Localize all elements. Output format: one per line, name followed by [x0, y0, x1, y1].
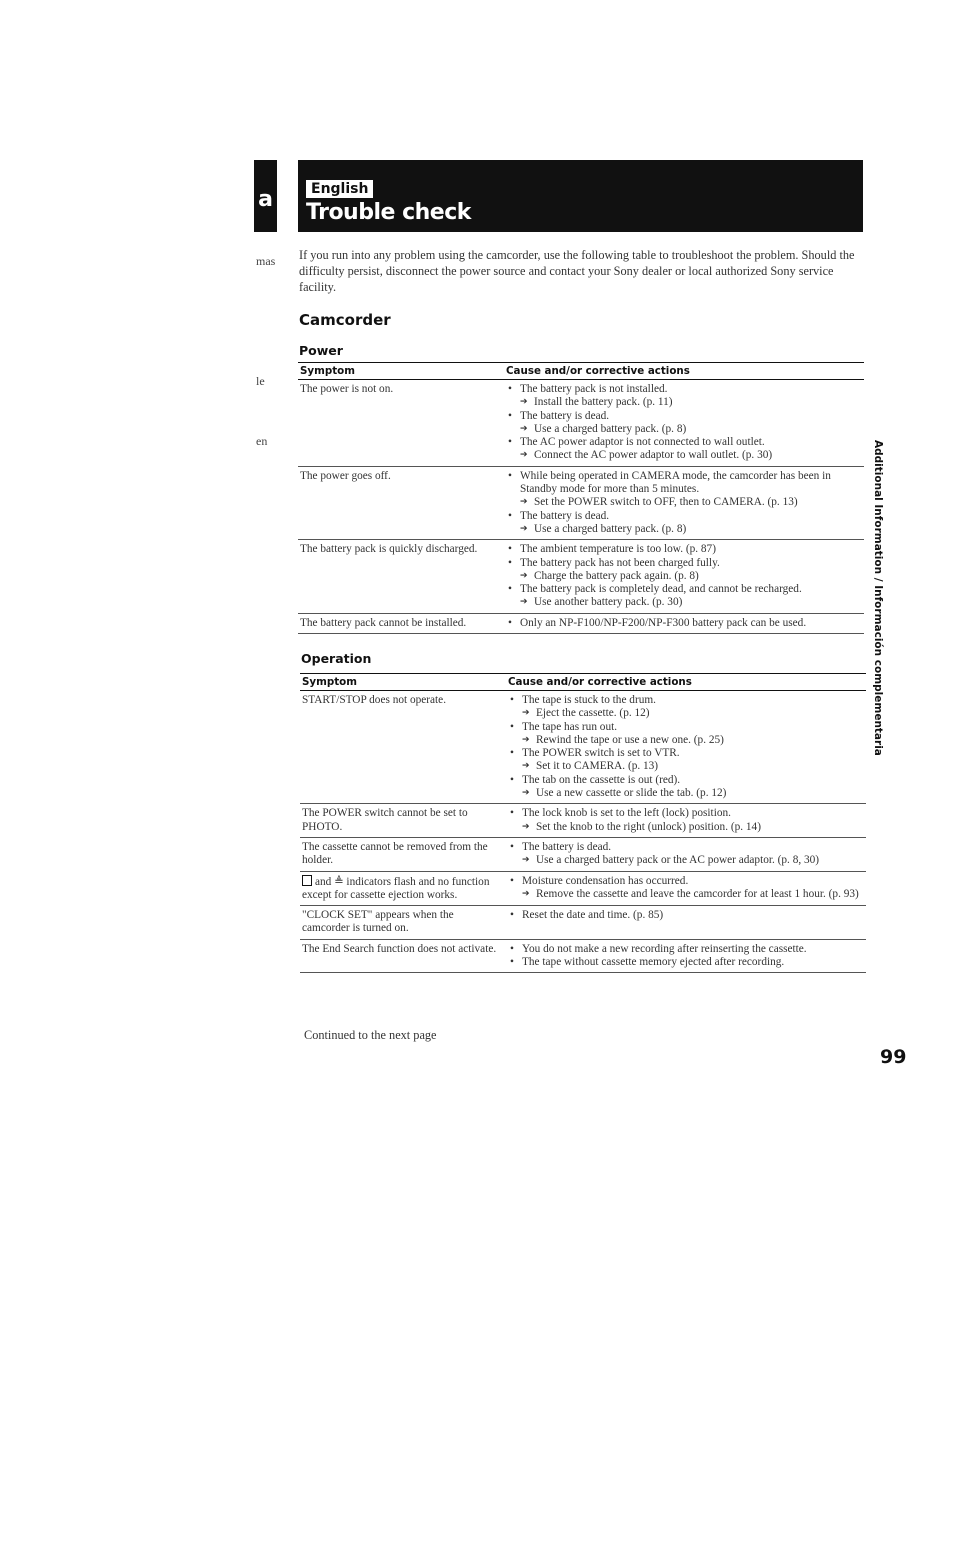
cause-list: [508, 875, 864, 902]
corrective-action-item: ➔ Rewind the tape or use a new one. (p. 25): [508, 734, 864, 747]
table-row: [300, 939, 866, 973]
cause-item: • The ambient temperature is too low. (p. 87): [506, 543, 862, 556]
cause-header: Cause and/or corrective actions: [506, 674, 866, 691]
symptom-text: The POWER switch cannot be set to PHOTO.: [302, 807, 468, 833]
symptom-cell: [300, 939, 506, 973]
symptom-text: The battery pack cannot be installed.: [300, 616, 467, 629]
page-title: Trouble check: [306, 200, 471, 225]
cause-list: [508, 909, 864, 922]
cause-cell: [506, 691, 866, 804]
cause-list: [506, 383, 862, 463]
cause-item: • The battery is dead.: [506, 510, 862, 523]
margin-fragment: en: [256, 434, 268, 448]
symptom-header: Symptom: [298, 363, 504, 380]
table-row: [298, 540, 864, 613]
cause-item: • The battery pack has not been charged fully.: [506, 557, 862, 570]
cause-item: • While being operated in CAMERA mode, the camcorder has been in Standby mode for more than 5 minutes.: [506, 470, 862, 497]
symptom-text: The End Search function does not activate.: [302, 942, 497, 955]
cause-list: [506, 543, 862, 609]
symptom-text: "CLOCK SET" appears when the camcorder is turned on.: [302, 909, 454, 935]
corrective-action-item: ➔ Connect the AC power adaptor to wall outlet. (p. 30): [506, 449, 862, 462]
symptom-cell: [298, 380, 504, 467]
cause-list: [508, 841, 864, 868]
table-row: [300, 804, 866, 838]
cause-item: • You do not make a new recording after reinserting the cassette.: [508, 943, 864, 956]
cause-item: • Only an NP-F100/NP-F200/NP-F300 battery pack can be used.: [506, 617, 862, 630]
table-row: [300, 906, 866, 940]
cause-cell: [506, 939, 866, 973]
corrective-action-item: ➔ Use another battery pack. (p. 30): [506, 596, 862, 609]
cause-cell: [504, 466, 864, 539]
cause-cell: [506, 871, 866, 906]
section-title-camcorder: Camcorder: [299, 311, 391, 329]
corrective-action-item: ➔ Remove the cassette and leave the camcorder for at least 1 hour. (p. 93): [508, 888, 864, 901]
cause-cell: [504, 380, 864, 467]
cause-item: • The AC power adaptor is not connected to wall outlet.: [506, 436, 862, 449]
cause-item: • The battery is dead.: [506, 410, 862, 423]
cause-item: • The tab on the cassette is out (red).: [508, 774, 864, 787]
symptom-cell: [300, 871, 506, 906]
table-row: [300, 691, 866, 804]
cause-list: [508, 807, 864, 834]
table-row: [298, 613, 864, 633]
corrective-action-item: ➔ Use a charged battery pack. (p. 8): [506, 523, 862, 536]
symptom-text: The power goes off.: [300, 469, 391, 482]
cause-item: • Moisture condensation has occurred.: [508, 875, 864, 888]
symptom-text: The battery pack is quickly discharged.: [300, 543, 478, 556]
cause-item: • The battery is dead.: [508, 841, 864, 854]
corrective-action-item: ➔ Install the battery pack. (p. 11): [506, 396, 862, 409]
cause-cell: [506, 837, 866, 871]
cause-item: • The battery pack is not installed.: [506, 383, 862, 396]
cause-list: [508, 694, 864, 800]
corrective-action-item: ➔ Use a charged battery pack. (p. 8): [506, 423, 862, 436]
corrective-action-item: ➔ Eject the cassette. (p. 12): [508, 707, 864, 720]
symptom-text: START/STOP does not operate.: [302, 694, 447, 706]
symptom-cell: [300, 906, 506, 940]
table-row: [300, 837, 866, 871]
margin-fragment: le: [256, 374, 265, 388]
cassette-icon: [302, 875, 312, 886]
cause-list: [508, 943, 864, 970]
cause-header: Cause and/or corrective actions: [504, 363, 864, 380]
cause-item: • The tape has run out.: [508, 721, 864, 734]
edge-tab: [254, 160, 277, 232]
cause-item: • The tape without cassette memory ejected after recording.: [508, 956, 864, 969]
page-header: [298, 160, 863, 232]
symptom-cell: [300, 804, 506, 838]
cause-list: [506, 470, 862, 536]
symptom-cell: [298, 466, 504, 539]
side-tab-label: Additional Information / Información complementaria: [872, 440, 884, 756]
corrective-action-item: ➔ Set it to CAMERA. (p. 13): [508, 760, 864, 773]
cause-item: • The battery pack is completely dead, and cannot be recharged.: [506, 583, 862, 596]
margin-fragment: mas: [256, 254, 276, 268]
symptom-text: and ≜ indicators flash and no function except for cassette ejection works.: [302, 875, 490, 901]
continued-note: Continued to the next page: [304, 1028, 437, 1042]
cause-item: • The lock knob is set to the left (lock) position.: [508, 807, 864, 820]
symptom-cell: [300, 691, 506, 804]
language-badge: English: [306, 180, 373, 198]
operation-table: [300, 673, 866, 973]
cause-cell: [504, 540, 864, 613]
cause-list: [506, 617, 862, 630]
cause-cell: [506, 906, 866, 940]
table-row: [300, 871, 866, 906]
side-tab: [872, 440, 892, 756]
power-subsection-title: Power: [299, 343, 343, 358]
power-table: [298, 362, 864, 634]
corrective-action-item: ➔ Use a charged battery pack or the AC power adaptor. (p. 8, 30): [508, 854, 864, 867]
symptom-text: The power is not on.: [300, 383, 394, 395]
corrective-action-item: ➔ Set the knob to the right (unlock) position. (p. 14): [508, 821, 864, 834]
edge-tab-letter: a: [258, 187, 273, 212]
table-row: [298, 466, 864, 539]
symptom-cell: [298, 540, 504, 613]
cause-item: • The POWER switch is set to VTR.: [508, 747, 864, 760]
intro-paragraph: If you run into any problem using the camcorder, use the following table to troubleshoot the problem. Should the difficulty persist, disconnect the power source and contact your Sony dealer or local authorized Sony service facility.: [299, 248, 855, 294]
operation-subsection-title: Operation: [301, 651, 372, 666]
cause-cell: [506, 804, 866, 838]
symptom-header: Symptom: [300, 674, 506, 691]
symptom-cell: [298, 613, 504, 633]
corrective-action-item: ➔ Set the POWER switch to OFF, then to CAMERA. (p. 13): [506, 496, 862, 509]
cause-cell: [504, 613, 864, 633]
cause-item: • Reset the date and time. (p. 85): [508, 909, 864, 922]
cause-item: • The tape is stuck to the drum.: [508, 694, 864, 707]
table-row: [298, 380, 864, 467]
corrective-action-item: ➔ Charge the battery pack again. (p. 8): [506, 570, 862, 583]
corrective-action-item: ➔ Use a new cassette or slide the tab. (p. 12): [508, 787, 864, 800]
symptom-text: The cassette cannot be removed from the holder.: [302, 840, 488, 867]
page-number: 99: [880, 1046, 907, 1068]
symptom-cell: [300, 837, 506, 871]
